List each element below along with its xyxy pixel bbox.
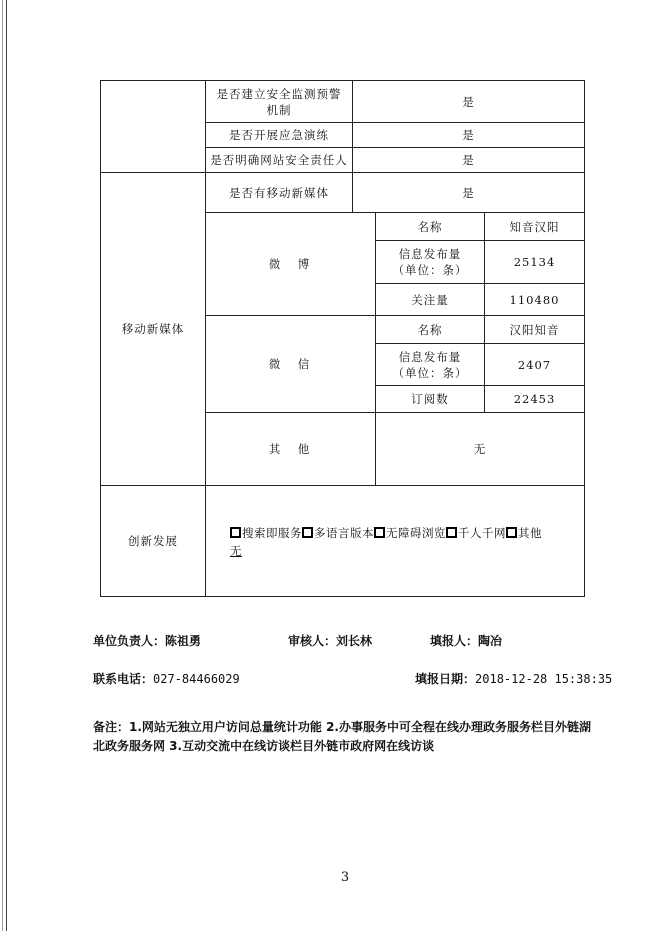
cell-value: 是 bbox=[462, 94, 475, 109]
cell-label: 是否开展应急演练 bbox=[229, 128, 329, 142]
fill-date: 填报日期：2018-12-28 15:38:35 bbox=[415, 672, 613, 686]
cell-label: 信息发布量（单位：条） bbox=[392, 349, 468, 380]
cell-value: 是 bbox=[462, 153, 475, 167]
unit-head: 单位负责人：陈祖勇 bbox=[93, 634, 202, 648]
other-value: 无 bbox=[473, 442, 487, 456]
weibo-posts: 25134 bbox=[513, 255, 556, 269]
weixin-posts: 2407 bbox=[517, 357, 552, 372]
weibo-followers: 110480 bbox=[509, 292, 560, 307]
reviewer: 审核人：刘长林 bbox=[288, 634, 373, 648]
cell-label: 名称 bbox=[417, 322, 443, 337]
section-label-mobile: 移动新媒体 bbox=[121, 322, 185, 336]
page-edge bbox=[6, 0, 7, 931]
cell-value: 是 bbox=[462, 185, 475, 200]
section-label-innovation: 创新发展 bbox=[128, 534, 178, 548]
phone: 联系电话：027-84466029 bbox=[93, 672, 240, 686]
cell-value: 是 bbox=[462, 128, 475, 142]
checkbox-icon[interactable] bbox=[302, 527, 313, 538]
checkbox-icon[interactable] bbox=[506, 527, 517, 538]
weixin-name: 汉阳知音 bbox=[509, 322, 560, 337]
checkbox-icon[interactable] bbox=[230, 527, 241, 538]
other-label: 其 他 bbox=[268, 442, 313, 456]
option-accessible[interactable]: 无障碍浏览 bbox=[374, 526, 446, 540]
checkbox-icon[interactable] bbox=[446, 527, 457, 538]
cell-label: 关注量 bbox=[411, 292, 449, 307]
remarks: 备注：1.网站无独立用户访问总量统计功能 2.办事服务中可全程在线办理政务服务栏目外链湖北政务服务网 3.互动交流中在线访谈栏目外链市政府网在线访谈 bbox=[93, 720, 591, 753]
cell-label: 是否明确网站安全责任人 bbox=[210, 153, 348, 167]
cell-label: 是否建立安全监测预警机制 bbox=[216, 86, 342, 117]
cell-label: 订阅数 bbox=[411, 392, 449, 406]
weibo-name: 知音汉阳 bbox=[509, 219, 560, 234]
page-edge bbox=[2, 0, 3, 931]
page-number: 3 bbox=[340, 870, 350, 885]
option-search[interactable]: 搜索即服务 bbox=[230, 526, 302, 540]
cell-label: 是否有移动新媒体 bbox=[229, 185, 329, 200]
checkbox-icon[interactable] bbox=[374, 527, 385, 538]
weixin-subscribers: 22453 bbox=[513, 392, 556, 406]
cell-label: 名称 bbox=[417, 219, 443, 234]
innovation-options bbox=[230, 524, 580, 560]
cell-label: 信息发布量（单位：条） bbox=[392, 247, 468, 277]
option-personalized[interactable]: 千人千网 bbox=[446, 526, 506, 540]
innovation-other-value: 无 bbox=[230, 544, 242, 558]
option-multilang[interactable]: 多语言版本 bbox=[302, 526, 374, 540]
weixin-label: 微 信 bbox=[268, 357, 313, 371]
weibo-label: 微 博 bbox=[268, 257, 313, 271]
option-other[interactable]: 其他 bbox=[506, 526, 542, 540]
filler: 填报人：陶冶 bbox=[430, 634, 503, 648]
